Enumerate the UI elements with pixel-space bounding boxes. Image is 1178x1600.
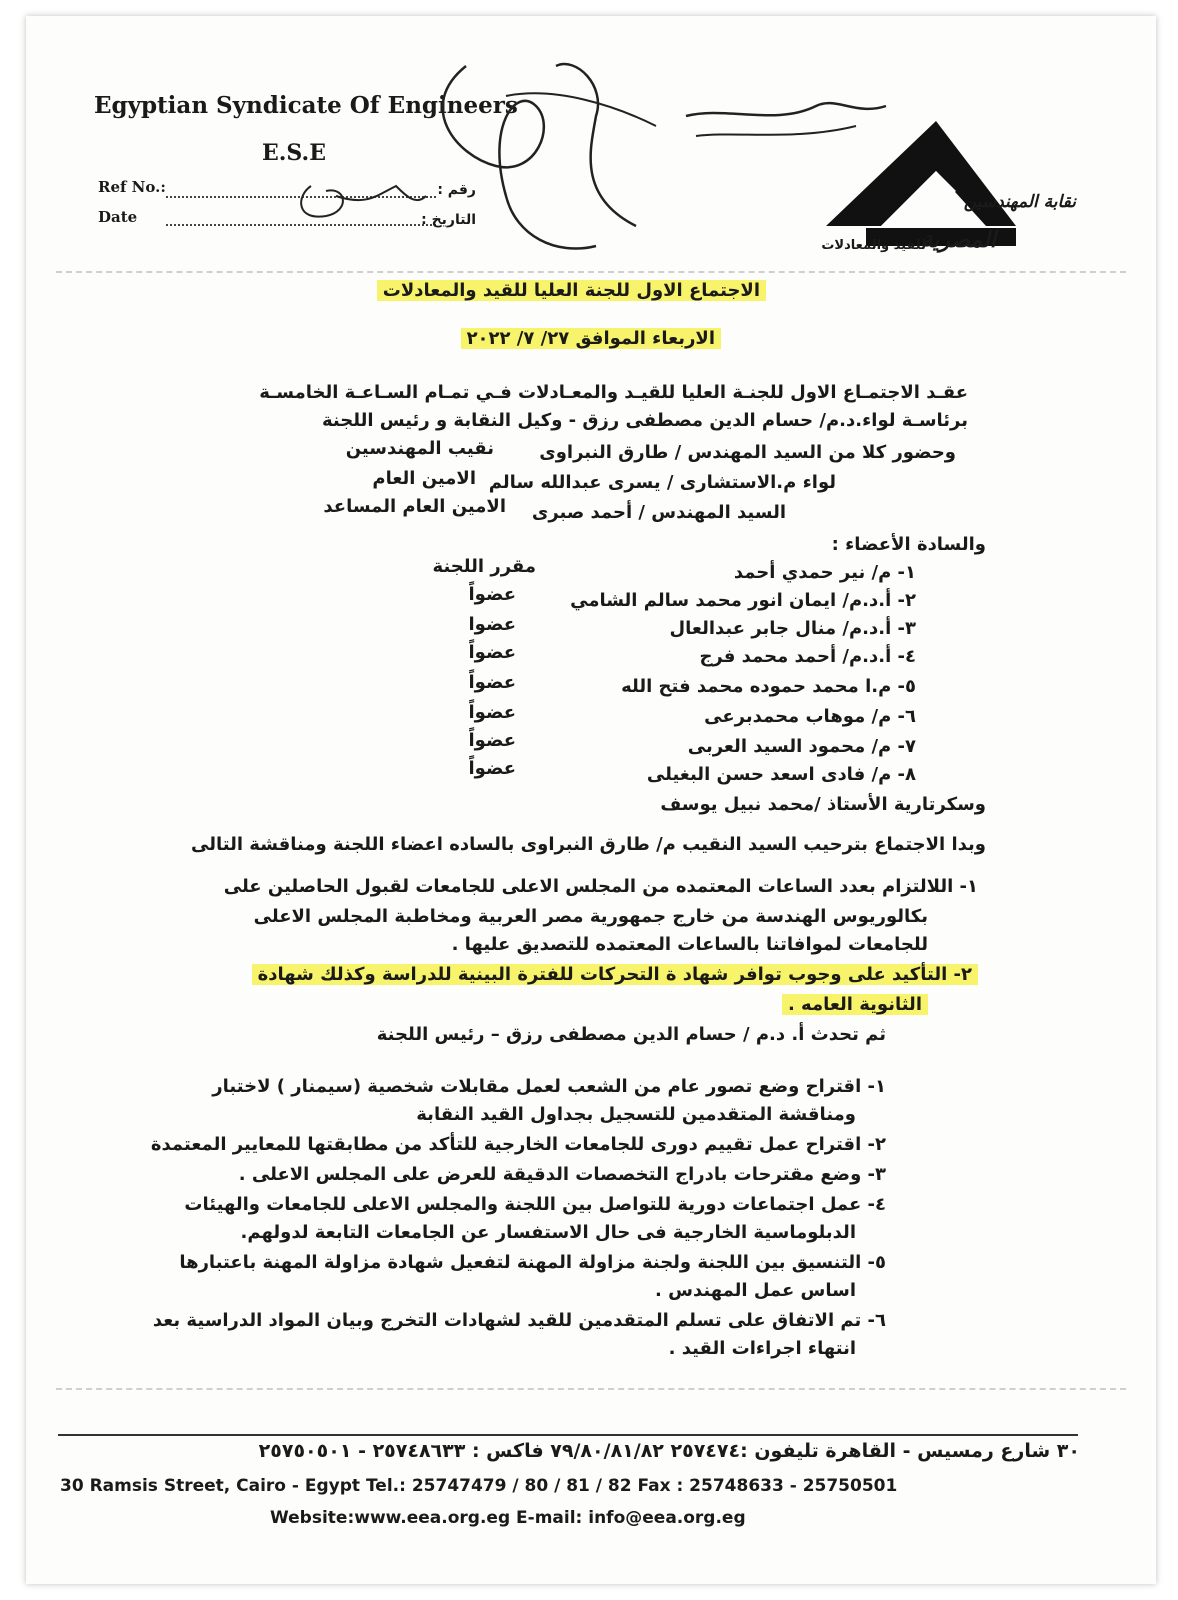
footer-separator: [56, 1388, 1126, 1390]
meeting-date: الاربعاء الموافق ٢٧/ ٧/ ٢٠٢٢: [461, 328, 721, 349]
footer-web: Website:www.eea.org.eg E-mail: info@eea.org.eg: [270, 1508, 746, 1528]
second-item-4-line-2: الدبلوماسية الخارجية فى حال الاستفسار عن الجامعات التابعة لدولهم.: [240, 1222, 856, 1243]
member-role-8: عضواً: [468, 758, 516, 779]
attendee-name-2: لواء م.الاستشارى / يسرى عبدالله سالم: [488, 472, 836, 493]
member-role-2: عضواً: [468, 584, 516, 605]
second-item-3: ٣- وضع مقترحات بادراج التخصصات الدقيقة للعرض على المجلس الاعلى .: [238, 1164, 886, 1185]
org-name-ar-sub: المصرية: [921, 228, 996, 253]
second-item-1-line-2: ومناقشة المتقدمين للتسجيل بجداول القيد النقابة: [416, 1104, 856, 1125]
chair-speaks: ثم تحدث أ. د.م / حسام الدين مصطفى رزق – رئيس اللجنة: [376, 1024, 886, 1045]
meeting-heading: الاجتماع الاول للجنة العليا للقيد والمعادلات: [377, 280, 766, 301]
intro-line-2: برئاسـة لواء.د.م/ حسام الدين مصطفى رزق - وكيل النقابة و رئيس اللجنة: [321, 410, 968, 431]
member-name-1: ١- م/ نير حمدي أحمد: [733, 562, 916, 583]
attendee-role-3: الامين العام المساعد: [323, 496, 506, 517]
footer-rule: [58, 1434, 1078, 1436]
footer-address-en: 30 Ramsis Street, Cairo - Egypt Tel.: 25747479 / 80 / 81 / 82 Fax : 25748633 - 25750501: [60, 1476, 898, 1496]
document-page: [26, 16, 1156, 1584]
second-item-5-line-2: اساس عمل المهندس .: [655, 1280, 856, 1301]
secretary: وسكرتارية الأستاذ /محمد نبيل يوسف: [660, 794, 986, 815]
member-role-5: عضواً: [468, 672, 516, 693]
footer-address-ar: ٣٠ شارع رمسيس - القاهرة تليفون :٢٥٧٤٧٤ ٧٩/٨٠/٨١/٨٢ فاكس : ٢٥٧٤٨٦٣٣ - ٢٥٧٥٠٥٠١: [258, 1440, 1080, 1462]
second-item-6-line-2: انتهاء اجراءات القيد .: [668, 1338, 856, 1359]
member-role-3: عضوا: [468, 614, 516, 635]
first-item-1-line-3: للجامعات لموافاتنا بالساعات المعتمده للتصديق عليها .: [451, 934, 928, 955]
dept-name-ar: للقيد والمعادلات: [821, 238, 926, 253]
member-name-2: ٢- أ.د.م/ ايمان انور محمد سالم الشامي: [570, 590, 916, 611]
first-item-1-line-1: ١- اللالتزام بعدد الساعات المعتمده من المجلس الاعلى للجامعات لقبول الحاصلين على: [223, 876, 978, 897]
member-name-5: ٥- م.ا محمد حموده محمد فتح الله: [621, 676, 916, 697]
ref-label: Ref No.:: [98, 178, 166, 196]
second-item-6-line-1: ٦- تم الاتفاق على تسلم المتقدمين للقيد لشهادات التخرج وبيان المواد الدراسية بعد: [152, 1310, 886, 1331]
member-role-1: مقرر اللجنة: [432, 556, 536, 577]
member-name-3: ٣- أ.د.م/ منال جابر عبدالعال: [669, 618, 916, 639]
first-item-2-line-1: ٢- التأكيد على وجوب توافر شهاد ة التحركات للفترة البينية للدراسة وكذلك شهادة: [252, 964, 978, 985]
attendee-role-2: الامين العام: [372, 468, 476, 489]
first-item-1-line-2: بكالوريوس الهندسة من خارج جمهورية مصر العربية ومخاطبة المجلس الاعلى: [253, 906, 928, 927]
member-name-4: ٤- أ.د.م/ أحمد محمد فرج: [699, 646, 916, 667]
opening-line: وبدا الاجتماع بترحيب السيد النقيب م/ طارق النبراوى بالساده اعضاء اللجنة ومناقشة التالى: [191, 834, 986, 855]
member-role-6: عضواً: [468, 702, 516, 723]
intro-line-1: عقـد الاجتمـاع الاول للجنـة العليا للقيـد والمعـادلات فـي تمـام السـاعـة الخامسـة: [259, 382, 968, 403]
signature: [256, 46, 896, 276]
second-item-1-line-1: ١- اقتراح وضع تصور عام من الشعب لعمل مقابلات شخصية (سيمنار ) لاختبار: [212, 1076, 886, 1097]
member-name-8: ٨- م/ فادى اسعد حسن البغيلى: [646, 764, 916, 785]
member-name-7: ٧- م/ محمود السيد العربى: [687, 736, 916, 757]
second-item-4-line-1: ٤- عمل اجتماعات دورية للتواصل بين اللجنة والمجلس الاعلى للجامعات والهيئات: [184, 1194, 886, 1215]
attendance-intro: وحضور كلا من السيد المهندس / طارق النبراوى: [539, 442, 956, 463]
header-separator: [56, 271, 1126, 273]
date-label-ar: التاريخ :: [421, 212, 476, 228]
ref-label-ar: رقم :: [437, 182, 476, 198]
date-label: Date: [98, 208, 138, 226]
member-role-7: عضواً: [468, 730, 516, 751]
org-name-ar: نقابة المهندسين: [963, 192, 1076, 212]
member-name-6: ٦- م/ موهاب محمدبرعى: [704, 706, 916, 727]
org-name-en: Egyptian Syndicate Of Engineers: [94, 92, 518, 119]
member-role-4: عضواً: [468, 642, 516, 663]
attendee-name-3: السيد المهندس / أحمد صبرى: [531, 502, 786, 523]
second-item-5-line-1: ٥- التنسيق بين اللجنة ولجنة مزاولة المهنة لتفعيل شهادة مزاولة المهنة باعتبارها: [179, 1252, 886, 1273]
members-label: والسادة الأعضاء :: [831, 534, 986, 555]
second-item-2: ٢- اقتراح عمل تقييم دورى للجامعات الخارجية للتأكد من مطابقتها للمعايير المعتمدة: [150, 1134, 886, 1155]
first-item-2-line-2: الثانوية العامه .: [782, 994, 928, 1015]
attendee-role-1: نقيب المهندسين: [345, 438, 494, 459]
org-abbr: E.S.E: [262, 140, 326, 166]
